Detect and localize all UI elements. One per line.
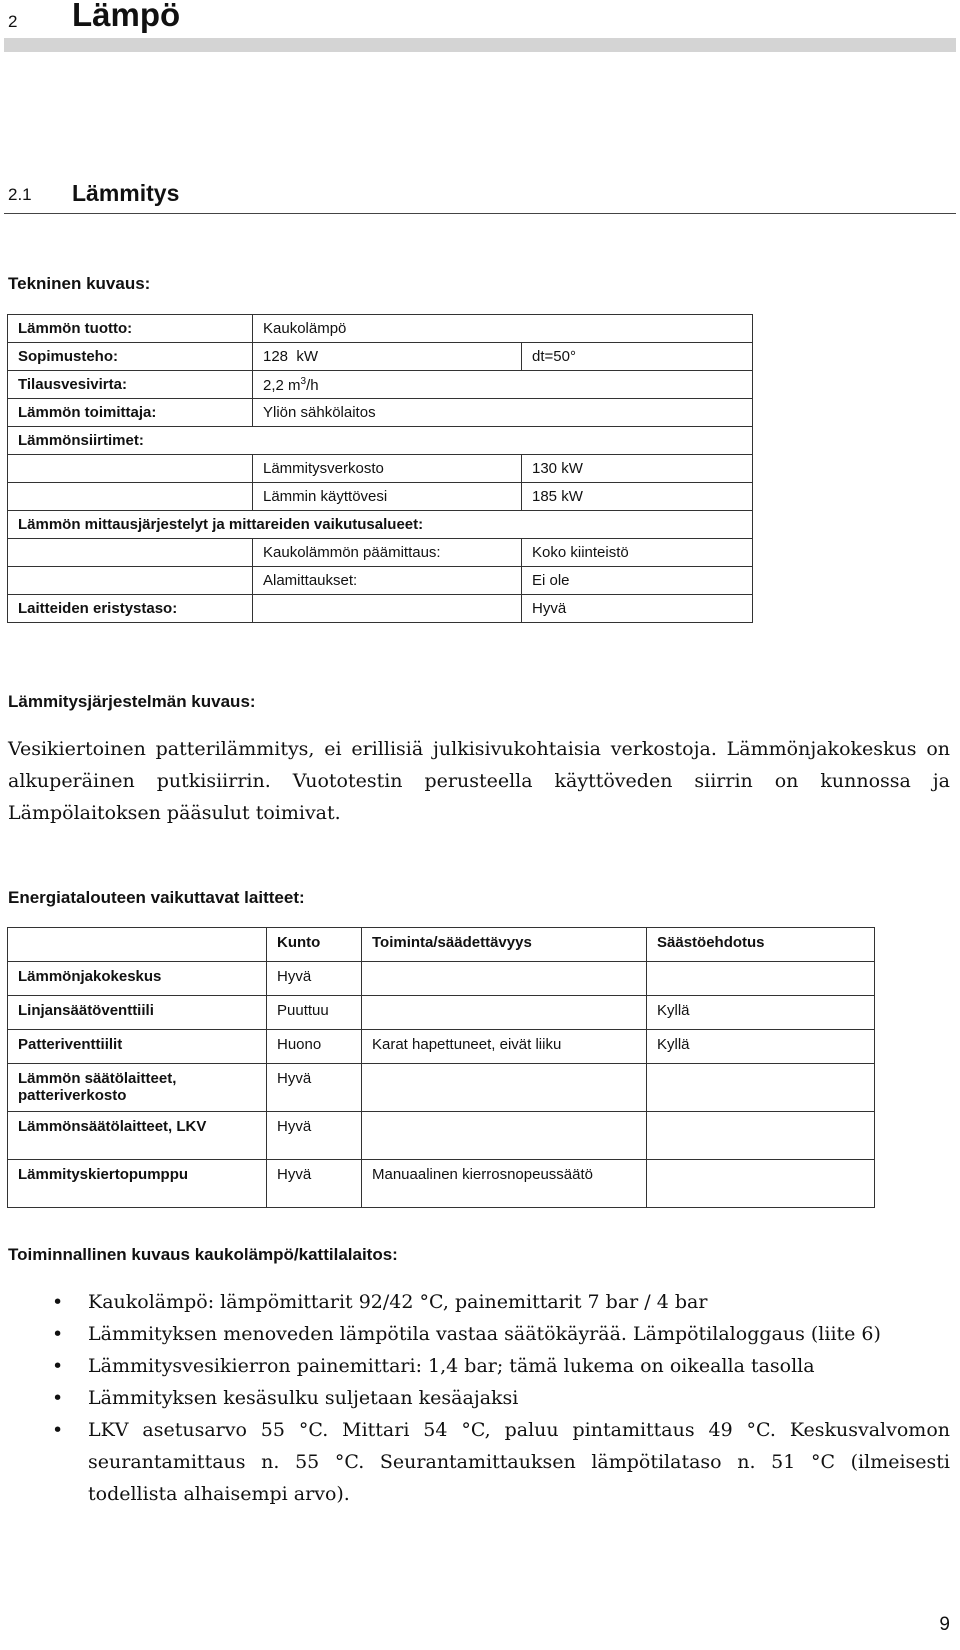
table-cell: Kyllä — [647, 996, 875, 1030]
tech-table — [7, 314, 753, 623]
function-heading: Toiminnallinen kuvaus kaukolämpö/kattilalaitos: — [8, 1245, 398, 1264]
list-item-text: Kaukolämpö: lämpömittarit 92/42 °C, painemittarit 7 bar / 4 bar — [88, 1291, 708, 1313]
section-title: Lämmitys — [72, 180, 180, 206]
cell-empty — [8, 455, 253, 483]
list-item — [52, 1286, 950, 1318]
cell-label: Laitteiden eristystaso: — [8, 595, 253, 623]
cell-empty — [8, 567, 253, 595]
table-cell: Hyvä — [267, 1160, 362, 1208]
table-row — [8, 455, 753, 483]
table-cell — [362, 996, 647, 1030]
table-row — [8, 539, 753, 567]
cell-label: Lämmönsiirtimet: — [8, 427, 753, 455]
table-cell: Kyllä — [647, 1030, 875, 1064]
cell-value: Hyvä — [522, 595, 753, 623]
table-row — [8, 595, 753, 623]
cell-value: dt=50° — [522, 343, 753, 371]
section-rule — [4, 213, 956, 214]
header-cell — [8, 928, 267, 962]
table-row — [8, 399, 753, 427]
cell-empty — [8, 483, 253, 511]
list-item-text: LKV asetusarvo 55 °C. Mittari 54 °C, paluu pintamittaus 49 °C. Keskusvalvomon seurantamittaus n. 55 °C. Seurantamittauksen lämpötilataso n. 51 °C (ilmeisesti todellista alhaisempi arvo). — [88, 1419, 950, 1505]
bullet-icon: • — [52, 1323, 64, 1345]
cell-value — [253, 371, 753, 399]
table-row — [8, 567, 753, 595]
table-cell: Hyvä — [267, 1064, 362, 1112]
table-cell — [647, 1064, 875, 1112]
cell-value: Yliön sähkölaitos — [253, 399, 753, 427]
system-heading: Lämmitysjärjestelmän kuvaus: — [8, 692, 256, 711]
table-row — [8, 996, 875, 1030]
table-cell: Lämmön säätölaitteet, patteriverkosto — [8, 1064, 267, 1112]
list-item — [52, 1350, 950, 1382]
bullet-icon: • — [52, 1355, 64, 1377]
table-cell — [362, 1064, 647, 1112]
table-row — [8, 511, 753, 539]
cell-value: Koko kiinteistö — [522, 539, 753, 567]
table-cell: Karat hapettuneet, eivät liiku — [362, 1030, 647, 1064]
table-cell: Lämmityskiertopumppu — [8, 1160, 267, 1208]
table-cell: Lämmönjakokeskus — [8, 962, 267, 996]
list-item-text: Lämmitysvesikierron painemittari: 1,4 bar; tämä lukema on oikealla tasolla — [88, 1355, 815, 1377]
table-cell: Hyvä — [267, 1112, 362, 1160]
cell-label: Lämmön tuotto: — [8, 315, 253, 343]
list-item-text: Lämmityksen kesäsulku suljetaan kesäajaksi — [88, 1387, 519, 1409]
table-cell — [647, 1160, 875, 1208]
table-row — [8, 343, 753, 371]
cell-label: Lämmön toimittaja: — [8, 399, 253, 427]
chapter-title: Lämpö — [72, 0, 181, 33]
table-row — [8, 315, 753, 343]
section-number: 2.1 — [8, 185, 32, 204]
table-row — [8, 427, 753, 455]
tech-heading: Tekninen kuvaus: — [8, 274, 151, 293]
table-cell: Manuaalinen kierrosnopeussäätö — [362, 1160, 647, 1208]
list-item — [52, 1318, 950, 1350]
table-cell: Hyvä — [267, 962, 362, 996]
cell-label: Lämmön mittausjärjestelyt ja mittareiden vaikutusalueet: — [8, 511, 753, 539]
cell-value: Alamittaukset: — [253, 567, 522, 595]
chapter-rule — [4, 38, 956, 52]
header-cell: Kunto — [267, 928, 362, 962]
table-cell: Puuttuu — [267, 996, 362, 1030]
list-item — [52, 1382, 950, 1414]
table-row — [8, 1030, 875, 1064]
cell-value: Ei ole — [522, 567, 753, 595]
table-row — [8, 371, 753, 399]
chapter-number: 2 — [8, 12, 18, 31]
table-header-row — [8, 928, 875, 962]
header-cell: Säästöehdotus — [647, 928, 875, 962]
table-cell — [647, 962, 875, 996]
cell-value: 185 kW — [522, 483, 753, 511]
cell-value: Lämmitysverkosto — [253, 455, 522, 483]
function-list — [52, 1286, 950, 1510]
flow-superscript: 3 — [300, 375, 307, 387]
cell-label: Tilausvesivirta: — [8, 371, 253, 399]
bullet-icon: • — [52, 1291, 64, 1313]
equipment-table — [7, 927, 875, 1208]
list-item — [52, 1414, 950, 1510]
table-row — [8, 1160, 875, 1208]
table-cell: Patteriventtiilit — [8, 1030, 267, 1064]
bullet-icon: • — [52, 1419, 64, 1441]
list-item-text: Lämmityksen menoveden lämpötila vastaa säätökäyrää. Lämpötilaloggaus (liite 6) — [88, 1323, 881, 1345]
table-row — [8, 483, 753, 511]
bullet-icon: • — [52, 1387, 64, 1409]
table-cell: Linjansäätöventtiili — [8, 996, 267, 1030]
cell-empty — [8, 539, 253, 567]
cell-value: 130 kW — [522, 455, 753, 483]
cell-value: Lämmin käyttövesi — [253, 483, 522, 511]
equipment-heading: Energiatalouteen vaikuttavat laitteet: — [8, 888, 305, 907]
table-row — [8, 1064, 875, 1112]
table-cell — [362, 962, 647, 996]
table-row — [8, 962, 875, 996]
table-row — [8, 1112, 875, 1160]
table-cell: Lämmönsäätölaitteet, LKV — [8, 1112, 267, 1160]
cell-value: Kaukolämmön päämittaus: — [253, 539, 522, 567]
system-description: Vesikiertoinen patterilämmitys, ei erillisiä julkisivukohtaisia verkostoja. Lämmönjakokeskus on alkuperäinen putkisiirrin. Vuototestin perusteella käyttöveden siirrin on kunnossa ja Lämpölaitoksen pääsulut toimivat. — [8, 738, 950, 824]
table-cell: Huono — [267, 1030, 362, 1064]
cell-label: Sopimusteho: — [8, 343, 253, 371]
cell-value: 128 kW — [253, 343, 522, 371]
page-number: 9 — [939, 1614, 950, 1635]
cell-empty — [253, 595, 522, 623]
table-cell — [647, 1112, 875, 1160]
table-cell — [362, 1112, 647, 1160]
cell-value: Kaukolämpö — [253, 315, 753, 343]
header-cell: Toiminta/säädettävyys — [362, 928, 647, 962]
flow-value: 2,2 m — [263, 376, 301, 394]
flow-unit: /h — [306, 376, 319, 394]
